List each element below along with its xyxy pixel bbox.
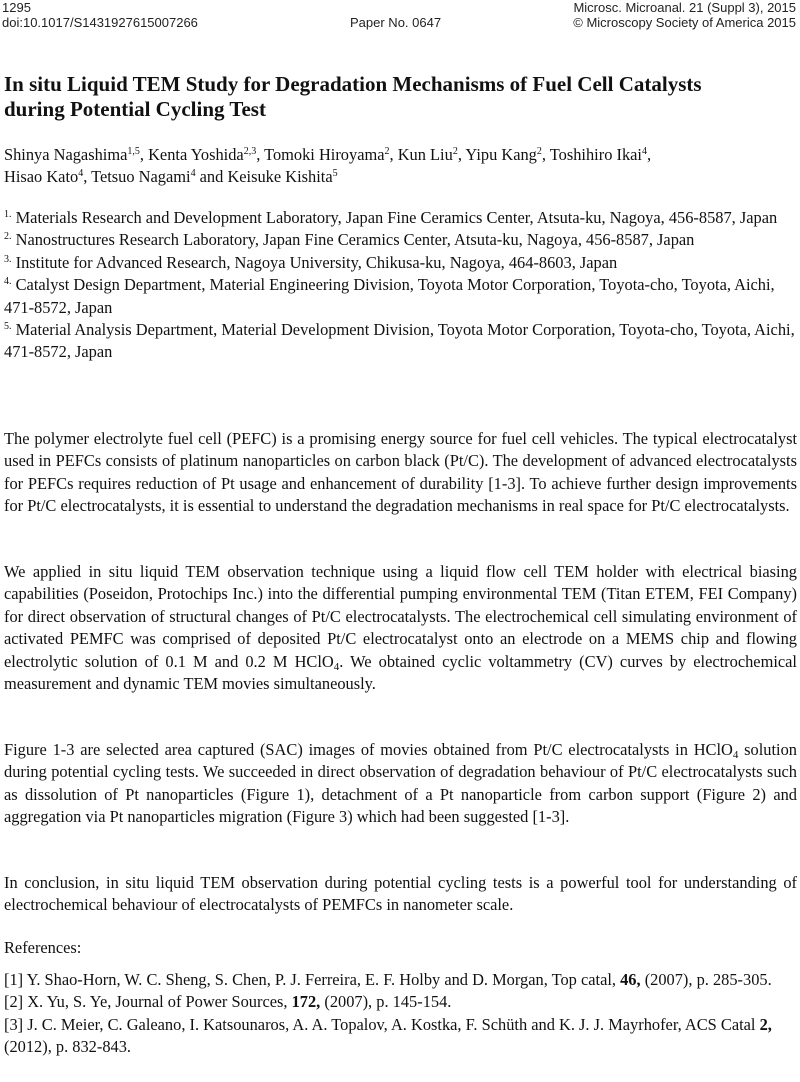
author-name: Kun Liu <box>397 145 453 164</box>
reference-item <box>4 991 797 1013</box>
results-text-part-1: Figure 1-3 are selected area captured (SAC) images of movies obtained from Pt/C electrocatalysts in HClO <box>4 740 733 759</box>
chemical-subscript: 4 <box>732 749 739 761</box>
references-heading: References: <box>4 938 82 957</box>
author-sep: , <box>541 145 550 164</box>
methods-text-part-1: We applied in situ liquid TEM observation technique using a liquid flow cell TEM holder with electrical biasing capabilities (Poseidon, Protochips Inc.) into the differential pumping environmental TEM (Titan ETEM, FEI Company) for direct observation of structural changes of Pt/C electrocatalysts. The electrochemical cell simulating environment of activated PEMFC was comprised of deposited Pt/C electrocatalyst onto an electrode on a MEMS chip and flowing electrolytic solution of 0.1 M and 0.2 M HClO <box>4 562 797 671</box>
author-name: Kenta Yoshida <box>148 145 244 164</box>
body-paragraph-methods <box>4 561 797 695</box>
author-affil-sup: 2 <box>452 146 458 157</box>
reference-item <box>4 969 797 991</box>
author-name: Keisuke Kishita <box>227 167 333 187</box>
journal-citation: Microsc. Microanal. 21 (Suppl 3), 2015 <box>573 0 796 15</box>
affiliation-item <box>4 319 797 364</box>
author-sep: , <box>139 145 149 164</box>
author-name: Toshihiro Ikai <box>549 145 642 164</box>
body-paragraph-conclusion: In conclusion, in situ liquid TEM observation during potential cycling tests is a powerful tool for understanding of electrochemical behaviour of electrocatalysts of PEMFCs in nanometer scale. <box>4 873 797 915</box>
author-affil-sup: 2 <box>384 146 390 157</box>
author-sep: , <box>389 145 398 164</box>
author-sep: and <box>195 167 228 187</box>
affiliation-text: Materials Research and Development Laboratory, Japan Fine Ceramics Center, Atsuta-ku, Nagoya, 456-8587, Japan <box>15 208 778 227</box>
reference-volume: 2, <box>759 1014 772 1034</box>
author-affil-sup: 1,5 <box>127 146 140 157</box>
affiliation-item <box>4 229 797 251</box>
author-name: Tomoki Hiroyama <box>264 145 385 164</box>
author-affil-sup: 4 <box>78 168 84 180</box>
author-name: Tetsuo Nagami <box>91 167 191 187</box>
affiliation-list <box>4 207 797 364</box>
affiliation-item <box>4 274 797 319</box>
affiliation-text: Material Analysis Department, Material Development Division, Toyota Motor Corporation, Toyota-cho, Toyota, Aichi, 471-8572, Japan <box>4 320 795 362</box>
page-number: 1295 <box>2 0 31 15</box>
reference-text: [3] J. C. Meier, C. Galeano, I. Katsounaros, A. A. Topalov, A. Kostka, F. Schüth and K. J. J. Mayrhofer, ACS Catal <box>4 1014 760 1034</box>
results-text-part-2: solution during potential cycling tests. We succeeded in direct observation of degradation behaviour of Pt/C electrocatalysts such as dissolution of Pt nanoparticles (Figure 1), detachment of a Pt nanoparticle from carbon support (Figure 2) and aggregation via Pt nanoparticles migration (Figure 3) which had been suggested [1-3]. <box>4 740 797 827</box>
author-list <box>4 144 797 189</box>
author-affil-sup: 4 <box>190 168 196 180</box>
reference-item <box>4 1014 797 1059</box>
author-affil-sup: 2 <box>536 146 542 157</box>
author-sep: , <box>646 145 652 164</box>
author-sep: , <box>457 145 466 164</box>
reference-tail: (2012), p. 832-843. <box>4 1037 132 1057</box>
affiliation-text: Institute for Advanced Research, Nagoya University, Chikusa-ku, Nagoya, 464-8603, Japan <box>15 252 618 272</box>
doi: doi:10.1017/S1431927615007266 <box>2 15 198 30</box>
affiliation-text: Catalyst Design Department, Material Engineering Division, Toyota Motor Corporation, Toyota-cho, Toyota, Aichi, 471-8572, Japan <box>4 275 775 317</box>
reference-volume: 46, <box>620 970 641 989</box>
author-affil-sup: 5 <box>332 168 338 180</box>
affiliation-number: 5. <box>4 321 12 333</box>
affiliation-text: Nanostructures Research Laboratory, Japan Fine Ceramics Center, Atsuta-ku, Nagoya, 456-8587, Japan <box>15 230 695 250</box>
author-name: Hisao Kato <box>4 167 79 187</box>
affiliation-item <box>4 252 797 274</box>
affiliation-number: 2. <box>4 231 12 243</box>
author-name: Shinya Nagashima <box>4 145 128 164</box>
reference-text: [2] X. Yu, S. Ye, Journal of Power Sources, <box>4 992 292 1012</box>
affiliation-item <box>4 207 797 229</box>
paper-number: Paper No. 0647 <box>350 15 442 30</box>
chemical-subscript: 4 <box>333 660 340 673</box>
reference-text: [1] Y. Shao-Horn, W. C. Sheng, S. Chen, P. J. Ferreira, E. F. Holby and D. Morgan, Top catal, <box>4 970 621 989</box>
author-affil-sup: 4 <box>641 146 647 157</box>
title-line-1: In situ Liquid TEM Study for Degradation Mechanisms of Fuel Cell Catalysts <box>4 72 702 96</box>
paper-title <box>4 72 794 122</box>
author-sep: , <box>83 167 92 187</box>
reference-list <box>4 969 797 1059</box>
author-name: Yipu Kang <box>465 145 537 164</box>
reference-tail: (2007), p. 145-154. <box>320 992 452 1012</box>
affiliation-number: 4. <box>4 276 12 288</box>
author-affil-sup: 2,3 <box>243 146 257 157</box>
copyright: © Microscopy Society of America 2015 <box>573 15 796 30</box>
methods-text-part-2: . We obtained cyclic voltammetry (CV) curves by electrochemical measurement and dynamic TEM movies simultaneously. <box>4 651 797 694</box>
affiliation-number: 1. <box>4 209 12 220</box>
body-paragraph-results <box>4 739 797 829</box>
reference-volume: 172, <box>291 992 321 1012</box>
affiliation-number: 3. <box>4 253 12 265</box>
title-line-2: during Potential Cycling Test <box>4 97 266 121</box>
author-sep: , <box>256 145 265 164</box>
reference-tail: (2007), p. 285-305. <box>640 970 772 989</box>
body-paragraph-intro: The polymer electrolyte fuel cell (PEFC) is a promising energy source for fuel cell vehicles. The typical electrocatalyst used in PEFCs consists of platinum nanoparticles on carbon black (Pt/C). The development of advanced electrocatalysts for PEFCs requires reduction of Pt usage and enhancement of durability [1-3]. To achieve further design improvements for Pt/C electrocatalysts, it is essential to understand the degradation mechanisms in real space for Pt/C electrocatalysts. <box>4 429 797 516</box>
